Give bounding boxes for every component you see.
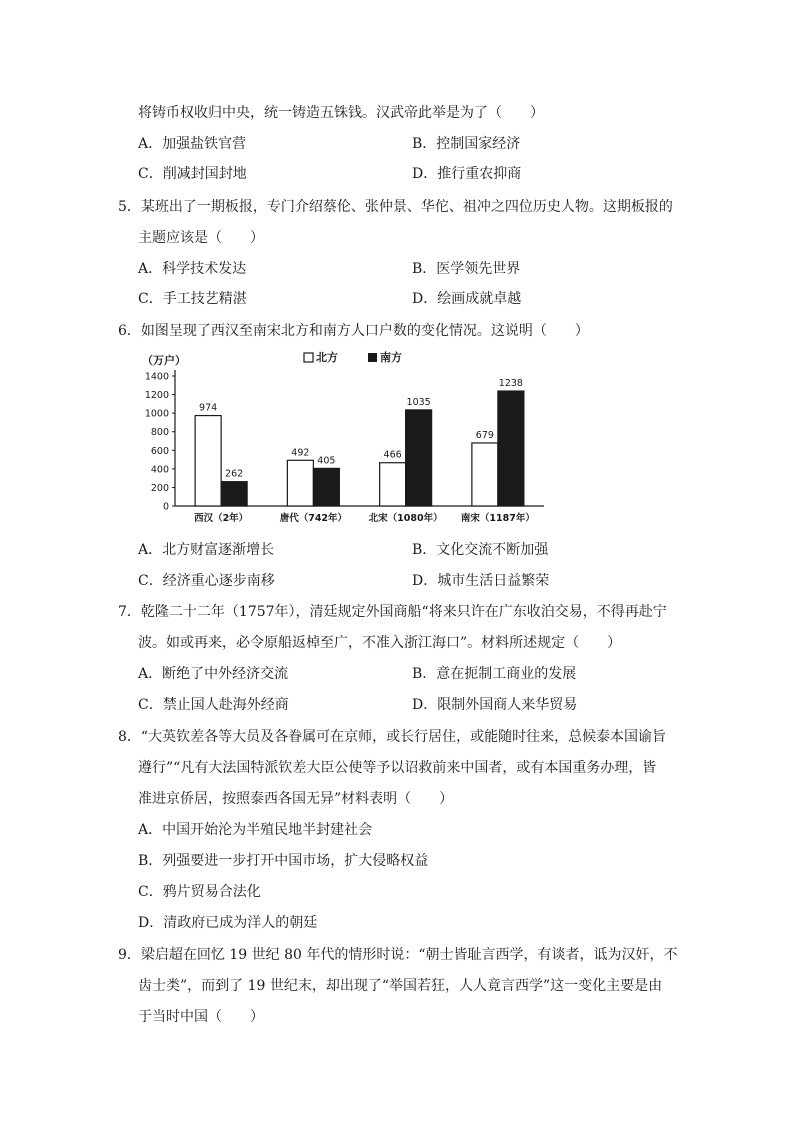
data-label: 262 [225,468,244,480]
chart-legend [304,350,402,364]
x-category-label: 北宋（1080年） [368,513,443,524]
q5-option-d[interactable]: D．绘画成就卓越 [412,291,522,307]
y-tick-label: 400 [150,464,169,476]
data-label: 679 [475,429,494,441]
data-label: 405 [317,455,336,467]
legend-label-south: 南方 [380,351,402,364]
q5-option-a[interactable]: A．科学技术发达 [138,261,247,277]
q6-option-a[interactable]: A．北方财富逐渐增长 [138,542,275,558]
q9-stem-line3: 于当时中国（ ） [138,1009,264,1025]
data-label: 466 [383,449,402,461]
q8-stem-line3: 准进京侨居，按照泰西各国无异”材料表明（ ） [138,791,454,807]
q8-stem-line2: 遵行”“凡有大法国特派钦差大臣公使等予以诏救前来中国者，或有本国重务办理，皆 [138,760,657,776]
q5-option-c[interactable]: C．手工技艺精湛 [138,291,247,307]
data-label: 1035 [406,396,431,408]
y-tick-label: 600 [150,445,169,457]
y-axis-label: （万户） [142,354,186,367]
q4-option-a[interactable]: A．加强盐铁官营 [138,136,247,152]
q9-stem-line1: 9．梁启超在回忆 19 世纪 80 年代的情形时说：“朝士皆耻言西学，有谈者，诋为汉奸，不 [118,947,678,963]
legend-swatch-south [368,353,377,362]
q8-option-b[interactable]: B．列强要进一步打开中国市场，扩大侵略权益 [138,853,429,869]
y-tick-label: 200 [150,482,169,494]
y-tick-label: 0 [162,501,169,513]
q6-option-b[interactable]: B．文化交流不断加强 [412,542,549,558]
q7-option-b[interactable]: B．意在扼制工商业的发展 [412,666,577,682]
legend-label-north: 北方 [316,351,338,364]
bar-south [406,410,432,506]
population-bar-chart [138,346,548,532]
q7-stem-line2: 波。如或再来，必令原船返棹至广，不准入浙江海口”。材料所述规定（ ） [138,635,622,651]
q4-option-d[interactable]: D．推行重农抑商 [412,166,522,182]
q8-option-a[interactable]: A．中国开始沦为半殖民地半封建社会 [138,822,373,838]
bar-north [472,443,498,506]
bar-north [195,416,221,506]
legend-swatch-north [304,353,313,362]
q6-option-c[interactable]: C．经济重心逐步南移 [138,573,275,589]
x-category-label: 西汉（2年） [194,513,249,524]
q7-option-c[interactable]: C．禁止国人赴海外经商 [138,697,289,713]
q5-stem-line2: 主题应该是（ ） [138,230,264,246]
q7-stem-line1: 7．乾隆二十二年（1757年），清廷规定外国商船“将来只许在广东收泊交易，不得再赴宁 [118,604,667,620]
q7-option-a[interactable]: A．断绝了中外经济交流 [138,666,289,682]
y-tick-label: 800 [150,427,169,439]
chart-bars [195,391,524,506]
q8-option-c[interactable]: C．鸦片贸易合法化 [138,884,261,900]
y-tick-label: 1400 [144,371,169,383]
q8-stem-line1: 8．“大英钦差各等大员及各眷属可在京师，或长行居住，或能随时往来，总候泰本国谕旨 [118,729,667,745]
bar-north [380,463,406,506]
bar-south [313,468,339,506]
y-tick-label: 1000 [144,408,169,420]
x-category-label: 南宋（1187年） [460,513,535,524]
q7-option-d[interactable]: D．限制外国商人来华贸易 [412,697,578,713]
q6-option-d[interactable]: D．城市生活日益繁荣 [412,573,550,589]
q4-option-c[interactable]: C．削减封国封地 [138,166,247,182]
data-label: 974 [199,402,218,414]
bar-south [498,391,524,506]
bar-north [287,460,313,506]
bar-south [221,482,247,506]
x-category-label: 唐代（742年） [279,513,348,524]
q6-stem: 6．如图呈现了西汉至南宋北方和南方人口户数的变化情况。这说明（ ） [118,323,589,339]
data-label: 1238 [498,378,523,390]
q8-option-d[interactable]: D．清政府已成为洋人的朝廷 [138,915,318,931]
y-tick-label: 1200 [144,390,169,402]
q5-stem-line1: 5．某班出了一期板报，专门介绍蔡伦、张仲景、华佗、祖冲之四位历史人物。这期板报的 [118,199,673,215]
population-chart [138,346,548,532]
q4-stem: 将铸币权收归中央，统一铸造五铢钱。汉武帝此举是为了（ ） [138,105,544,121]
q4-option-b[interactable]: B．控制国家经济 [412,136,521,152]
q5-option-b[interactable]: B．医学领先世界 [412,261,521,277]
data-label: 492 [291,447,310,459]
q9-stem-line2: 齿士类”，而到了 19 世纪末，却出现了“举国若狂，人人竟言西学”这一变化主要是由 [138,978,663,994]
